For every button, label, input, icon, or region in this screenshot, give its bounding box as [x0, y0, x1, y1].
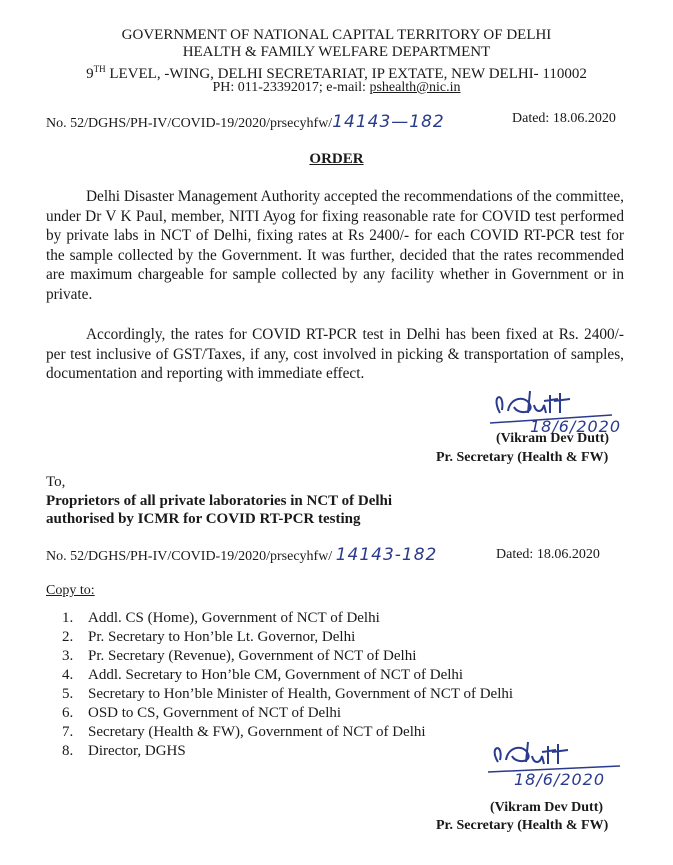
signatory-name-1: (Vikram Dev Dutt)	[496, 431, 610, 446]
copy-to-item: 4. Addl. Secretary to Hon’ble CM, Government of NCT of Delhi	[62, 667, 464, 683]
copy-to-item: 6. OSD to CS, Government of NCT of Delhi	[62, 705, 342, 721]
addressee-line-1: Proprietors of all private laboratories in NCT of Delhi	[46, 493, 393, 509]
address-floor-number: 9	[86, 66, 94, 82]
reference-prefix: No. 52/DGHS/PH-IV/COVID-19/2020/prsecyhfw/	[46, 116, 333, 131]
addressee-line-2: authorised by ICMR for COVID RT-PCR testing	[46, 511, 361, 527]
copy-to-label: Copy to:	[46, 583, 95, 598]
letterhead-line-department: HEALTH & FAMILY WELFARE DEPARTMENT	[182, 44, 491, 60]
address-text: LEVEL, -WING, DELHI SECRETARIAT, IP EXTATE, NEW DELHI- 110002	[105, 66, 587, 82]
copy-to-item: 2. Pr. Secretary to Hon’ble Lt. Governor, Delhi	[62, 629, 356, 645]
reference-date-2: Dated: 18.06.2020	[496, 547, 600, 562]
signatory-designation-1: Pr. Secretary (Health & FW)	[436, 450, 609, 465]
handwritten-dispatch-number-2: 14143-182	[335, 545, 438, 565]
phone-text: PH: 011-23392017; e-mail:	[212, 80, 370, 95]
reference-date: Dated: 18.06.2020	[512, 111, 616, 126]
letterhead-line-government: GOVERNMENT OF NATIONAL CAPITAL TERRITORY OF DELHI	[121, 27, 552, 43]
order-paragraph-2-text: Accordingly, the rates for COVID RT-PCR test in Delhi has been fixed at Rs. 2400/- per test inclusive of GST/Taxes, if any, cost involved in picking & transportation of samples, documentation and reporting with immediate effect.	[46, 326, 624, 382]
signature-date-1: 18/6/2020	[530, 417, 622, 436]
reference-number-2	[46, 545, 437, 565]
order-title: ORDER	[309, 151, 364, 167]
order-paragraph-1-text: Delhi Disaster Management Authority accepted the recommendations of the committee, under Dr V K Paul, member, NITI Ayog for fixing reasonable rate for COVID test performed by private labs in NCT of Delhi, fixing rates at Rs 2400/- for each COVID RT-PCR test for the sample collected by the Government. It was further, decided that the rates recommended are maximum chargeable for sample collected by any facility whether in Government or in private.	[46, 188, 624, 303]
handwritten-dispatch-number: 14143—182	[332, 112, 445, 132]
email-link[interactable]: pshealth@nic.in	[369, 80, 461, 95]
copy-to-item: 1. Addl. CS (Home), Government of NCT of Delhi	[62, 610, 380, 626]
letterhead-contact	[0, 79, 673, 96]
order-paragraph-2	[46, 325, 624, 384]
reference-number	[46, 112, 445, 132]
copy-to-list	[62, 609, 513, 761]
signatory-designation-2: Pr. Secretary (Health & FW)	[436, 818, 609, 833]
copy-to-item: 5. Secretary to Hon’ble Minister of Health, Government of NCT of Delhi	[62, 686, 514, 702]
order-paragraph-1	[46, 187, 624, 304]
addressee-to: To,	[46, 474, 66, 490]
copy-to-item: 3. Pr. Secretary (Revenue), Government of NCT of Delhi	[62, 648, 417, 664]
signature-date-2: 18/6/2020	[514, 770, 606, 789]
address-floor-suffix: TH	[93, 64, 106, 74]
copy-to-item: 8. Director, DGHS	[62, 743, 186, 759]
reference-prefix-2: No. 52/DGHS/PH-IV/COVID-19/2020/prsecyhfw/	[46, 549, 333, 564]
copy-to-item: 7. Secretary (Health & FW), Government of NCT of Delhi	[62, 724, 426, 740]
signatory-name-2: (Vikram Dev Dutt)	[490, 800, 604, 815]
